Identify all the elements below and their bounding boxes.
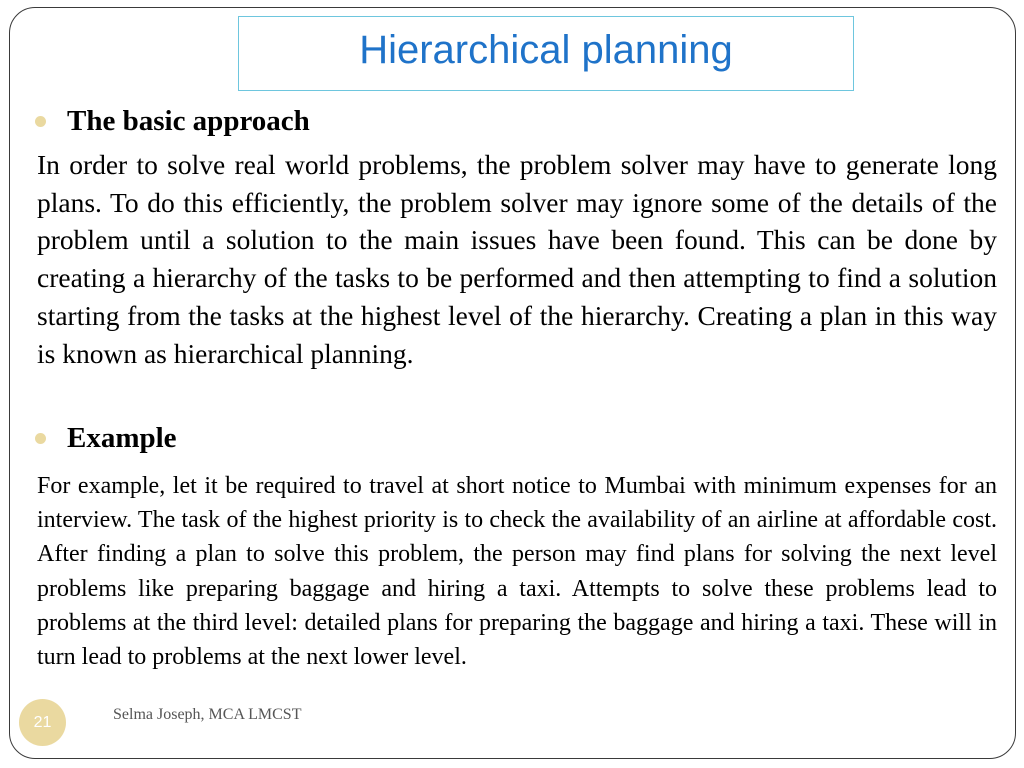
section-heading-basic-approach: The basic approach [67,105,310,137]
bullet-basic-approach [35,105,310,138]
bullet-example [35,422,177,455]
footer-author: Selma Joseph, MCA LMCST [113,706,302,723]
slide-number-badge: 21 [19,699,66,746]
bullet-dot-icon [35,116,46,127]
title-box [238,16,854,91]
bullet-dot-icon [35,433,46,444]
section-body-example: For example, let it be required to travel at short notice to Mumbai with minimum expenses for an interview. The task of the highest priority is to check the availability of an airline at affordable cost. After finding a plan to solve this problem, the person may find plans for solving the next level problems like preparing baggage and hiring a taxi. Attempts to solve these problems lead to problems at the third level: detailed plans for preparing the baggage and hiring a taxi. These will in turn lead to problems at the next lower level. [37,473,997,671]
section-heading-example: Example [67,422,177,454]
slide-title: Hierarchical planning [359,28,733,72]
section-body-basic-approach: In order to solve real world problems, the problem solver may have to generate long plans. To do this efficiently, the problem solver may ignore some of the details of the problem until a solution to the main issues have been found. This can be done by creating a hierarchy of the tasks to be performed and then attempting to find a solution starting from the tasks at the highest level of the hierarchy. Creating a plan in this way is known as hierarchical planning. [37,149,997,369]
